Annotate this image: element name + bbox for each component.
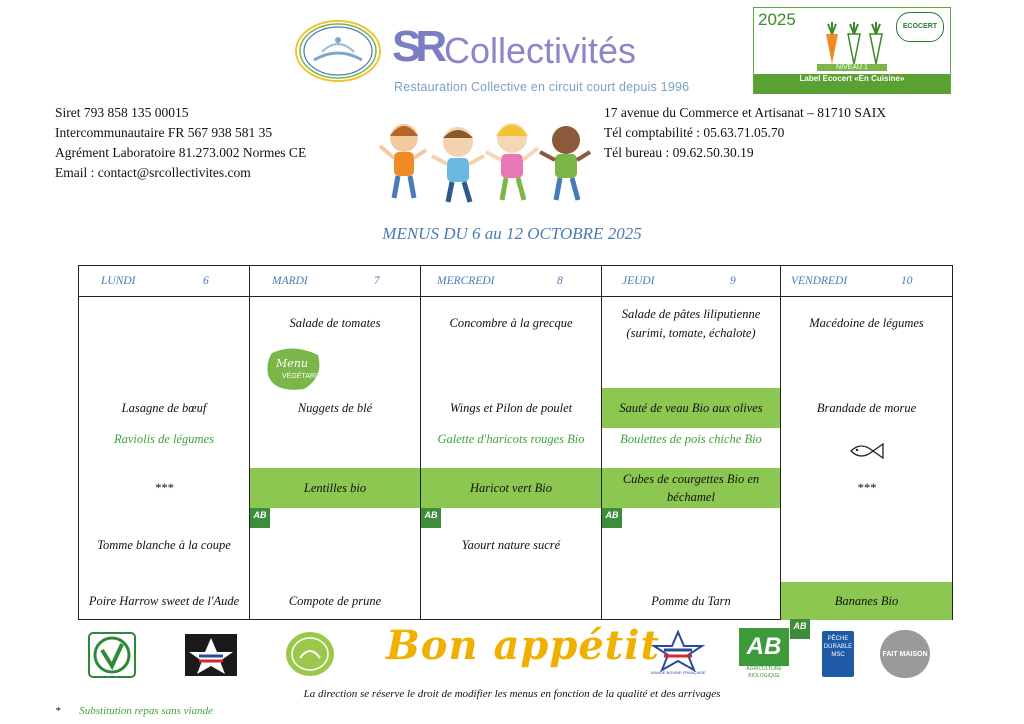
day-date: 8 (557, 275, 563, 287)
brand-name: Collectivités (444, 30, 637, 71)
day-header-vendredi (781, 266, 953, 297)
meatless-alternative: Galette d'haricots rouges Bio (437, 432, 585, 446)
dessert: Compote de prune (288, 594, 382, 608)
company-info-left (55, 103, 306, 183)
side-dish-bio: Lentilles bio (250, 468, 420, 508)
page-title: MENUS DU 6 au 12 OCTOBRE 2025 (382, 224, 642, 243)
meatless-alternative: Raviolis de légumes (114, 432, 214, 446)
side-dish-line2: béchamel (667, 490, 715, 504)
day-name: VENDREDI (791, 275, 848, 287)
phone-accounting-line: Tél comptabilité : 05.63.71.05.70 (604, 125, 785, 140)
ab-caption-2: BIOLOGIQUE (748, 673, 780, 679)
ecocert-band (754, 74, 950, 94)
email-line[interactable]: Email : contact@srcollectivites.com (55, 165, 251, 180)
restaurant-plate-logo (292, 16, 384, 86)
main-dish: Wings et Pilon de poulet (449, 401, 573, 415)
children-illustration (376, 116, 594, 208)
side-dish-bio (602, 468, 780, 508)
brand-initials: SR (392, 22, 442, 71)
fait-maison-logo (880, 630, 930, 678)
vat-line: Intercommunautaire FR 567 938 581 35 (55, 125, 273, 140)
day-date: 6 (203, 275, 209, 287)
siret-line: Siret 793 858 135 00015 (55, 105, 189, 120)
day-header-mercredi (421, 266, 602, 297)
veg-badge-line1: Menu (276, 357, 308, 370)
disclaimer: La direction se réserve le droit de modifier les menus en fonction de la qualité et des arrivages (303, 688, 721, 700)
ab-caption-1: AGRICULTURE (746, 666, 782, 672)
substitution-note (55, 705, 213, 717)
veg-badge-line2: VÉGÉTARIEN (282, 373, 327, 380)
lab-line: Agrément Laboratoire 81.273.002 Normes CE (55, 145, 307, 160)
ab-agriculture-biologique-logo (739, 628, 789, 680)
msc-text: PÊCHE DURABLE MSC (823, 636, 853, 658)
bon-appetit-text: Bon appétit (386, 622, 660, 669)
vbf-text: VIANDE BOVINE FRANÇAISE (650, 670, 706, 675)
fish-icon (849, 440, 885, 462)
dairy: Yaourt nature sucré (461, 538, 561, 552)
starter: Macédoine de légumes (809, 316, 924, 330)
starter-line1: Salade de pâtes liliputienne (621, 307, 761, 321)
starter: Salade de tomates (289, 316, 381, 330)
ecocert-level: NIVEAU 1 (817, 64, 887, 71)
day-header-mardi (250, 266, 421, 297)
menu-column-vendredi (781, 297, 953, 620)
side-dish: *** (154, 481, 174, 495)
ab-label: AB (605, 510, 619, 520)
ab-label: AB (253, 510, 267, 520)
carrots-icon (818, 22, 888, 66)
days-header-row (79, 266, 953, 297)
brand-tagline: Restauration Collective en circuit court depuis 1996 (394, 80, 690, 94)
ab-big-text: AB (739, 628, 789, 666)
vegetarian-icon (88, 632, 136, 678)
viande-bovine-francaise-icon (650, 630, 706, 676)
msc-logo (822, 631, 854, 677)
company-info-right (604, 103, 886, 163)
fait-maison-text: FAIT MAISON (882, 651, 928, 658)
day-date: 7 (374, 275, 380, 287)
vegetarian-menu-badge (264, 347, 327, 391)
main-dish-bio: Sauté de veau Bio aux olives (602, 388, 780, 428)
ab-organic-icon (602, 508, 622, 528)
phone-office-line: Tél bureau : 09.62.50.30.19 (604, 145, 754, 160)
menu-column-mercredi (421, 297, 602, 620)
ab-organic-icon (421, 508, 441, 528)
menu-column-lundi (79, 297, 250, 620)
side-dish: *** (857, 481, 876, 495)
starter-line2: (surimi, tomate, échalote) (626, 326, 756, 340)
ecocert-badge: ECOCERT (896, 12, 944, 42)
menu-items-row (79, 297, 953, 620)
dessert-bio: Bananes Bio (781, 582, 952, 620)
main-dish: Brandade de morue (816, 401, 917, 415)
ecocert-year: 2025 (758, 10, 796, 29)
day-name: MERCREDI (437, 275, 495, 287)
day-name: MARDI (272, 275, 308, 287)
day-header-jeudi (602, 266, 781, 297)
ab-organic-icon (250, 508, 270, 528)
ecocert-label (753, 7, 951, 94)
day-date: 10 (901, 275, 913, 287)
substitution-text: Substitution repas sans viande (79, 705, 213, 717)
day-date: 9 (730, 275, 736, 287)
side-dish-bio: Haricot vert Bio (421, 468, 601, 508)
menu-column-mardi (250, 297, 421, 620)
dairy: Tomme blanche à la coupe (97, 538, 231, 552)
ab-label: AB (424, 510, 438, 520)
company-logo (392, 22, 712, 92)
dessert: Pomme du Tarn (651, 594, 731, 608)
porc-francais-icon (185, 634, 237, 676)
weekly-menu-table (78, 265, 952, 620)
day-header-lundi (79, 266, 250, 297)
main-dish: Lasagne de bœuf (121, 401, 207, 415)
meatless-alternative: Boulettes de pois chiche Bio (620, 432, 762, 446)
ab-label: AB (793, 621, 807, 631)
menu-column-jeudi (602, 297, 781, 620)
day-name: JEUDI (622, 275, 655, 287)
main-dish: Nuggets de blé (297, 401, 373, 415)
dessert: Poire Harrow sweet de l'Aude (88, 594, 240, 608)
ab-small-icon (790, 619, 810, 639)
footnote-marker: * (55, 705, 61, 717)
ecocert-label-text: Label Ecocert «En Cuisine» (799, 74, 905, 83)
local-produce-icon (284, 630, 336, 678)
day-name: LUNDI (101, 275, 136, 287)
address-line: 17 avenue du Commerce et Artisanat – 81710 SAIX (604, 105, 886, 120)
starter: Concombre à la grecque (449, 316, 573, 330)
side-dish-line1: Cubes de courgettes Bio en (622, 472, 760, 486)
